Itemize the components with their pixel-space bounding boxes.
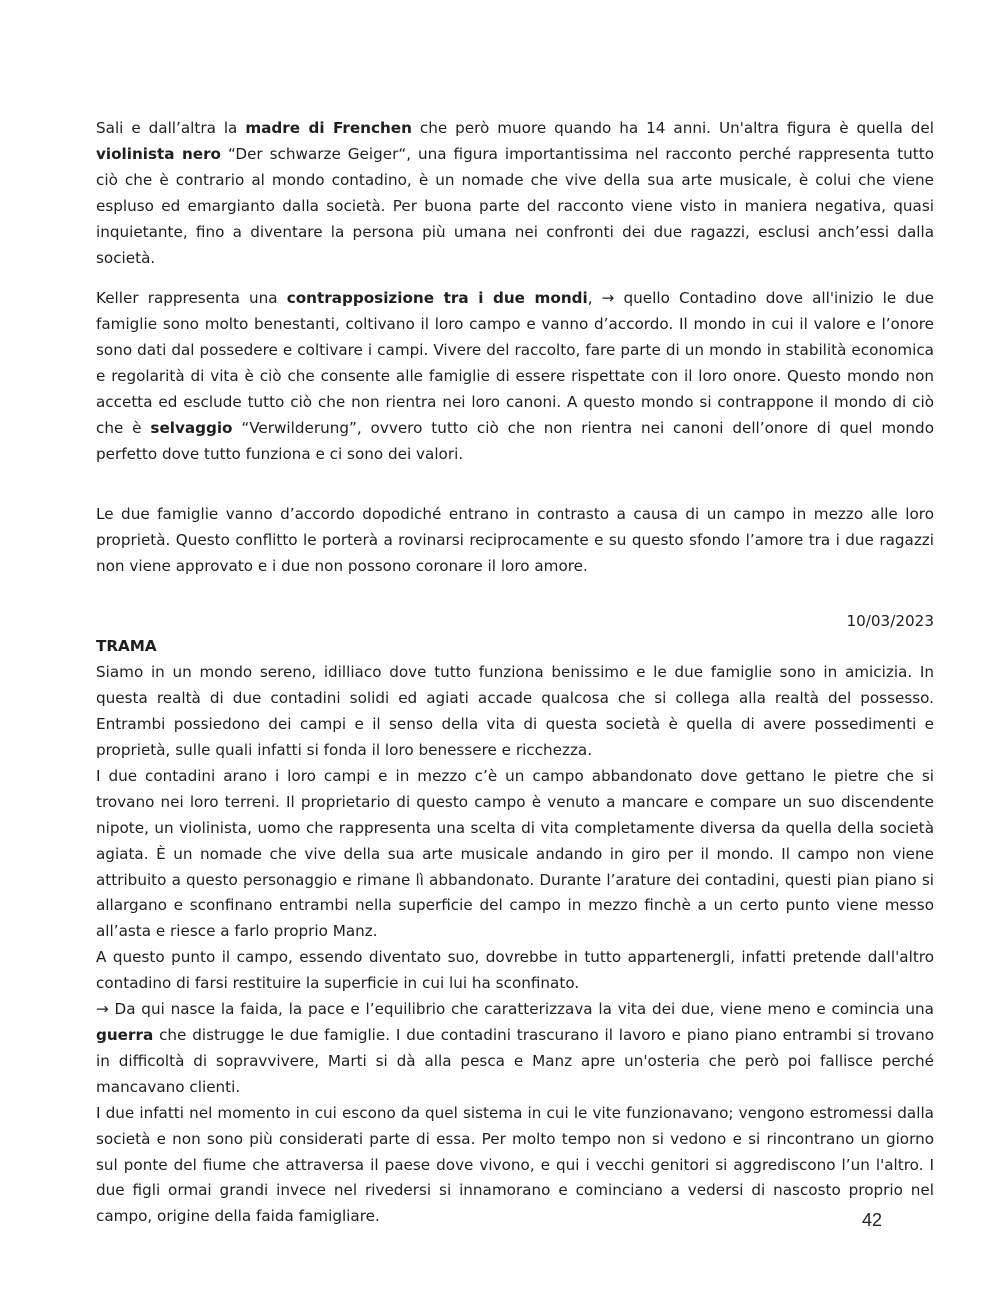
paragraph-characters (96, 116, 934, 271)
section-heading: TRAMA (96, 637, 157, 656)
text: , → quello Contadino dove all'inizio le due famiglie sono molto benestanti, coltivano il loro campo e vanno d’accordo. Il mondo in cui il valore e l’onore sono dati dal possedere e coltivare i campi. Vivere del raccolto, fare parte di un mondo in stabilità economica e regolarità di vita è ciò che consente alle famiglie di essere rispettate con il loro onore. Questo mondo non accetta ed esclude tutto ciò che non rientra nei loro canoni. A questo mondo si contrappone il mondo di ciò che è (96, 289, 934, 437)
text: Keller rappresenta una (96, 289, 287, 308)
text: “Verwilderung”, ovvero tutto ciò che non rientra nei canoni dell’onore di quel mondo perfetto dove tutto funziona e ci sono dei valori. (96, 418, 934, 463)
trama-paragraph-5: I due infatti nel momento in cui escono da quel sistema in cui le vite funzionavano; vengono estromessi dalla società e non sono più considerati parte di essa. Per molto tempo non si vedono e si rincontrano un giorno sul ponte del fiume che attraversa il paese dove vivono, e qui i vecchi genitori si aggrediscono l’un l'altro. I due figli ormai grandi invece nel rivedersi si innamorano e cominciano a vedersi di nascosto proprio nel campo, origine della faida famigliare. (96, 1103, 934, 1226)
document-page (96, 116, 934, 1230)
bold-term: selvaggio (150, 418, 233, 437)
text: che però muore quando ha 14 anni. Un'altra figura è quella del (411, 119, 934, 137)
text: che distrugge le due famiglie. I due contadini trascurano il lavoro e piano piano entrambi si trovano in difficoltà di sopravvivere, Marti si dà alla pesca e Manz apre un'osteria che però poi fallisce perché mancavano clienti. (96, 1026, 934, 1096)
trama-paragraph-3: A questo punto il campo, essendo diventato suo, dovrebbe in tutto appartenergli, infatti pretende dall'altro contadino di farsi restituire la superficie in cui lui ha sconfinato. (96, 948, 934, 993)
bold-term: guerra (96, 1026, 154, 1044)
page-number: 42 (861, 1210, 882, 1230)
trama-paragraph-2: I due contadini arano i loro campi e in mezzo c’è un campo abbandonato dove gettano le pietre che si trovano nei loro terreni. Il proprietario di questo campo è venuto a mancare e compare un suo discendente nipote, un violinista, uomo che rappresenta una scelta di vita completamente diversa da quella della società agiata. È un nomade che vive della sua arte musicale andando in giro per il mondo. Il campo non viene attribuito a questo personaggio e rimane lì abbandonato. Durante l’arature dei contadini, questi pian piano si allargano e sconfinano entrambi nella superficie del campo in mezzo finchè a un certo punto viene messo all’asta e riesce a farlo proprio Manz. (96, 766, 934, 941)
trama-paragraph-1: Siamo in un mondo sereno, idilliaco dove tutto funziona benissimo e le due famiglie sono in amicizia. In questa realtà di due contadini solidi ed agiati accade qualcosa che si collega alla realtà del possesso. Entrambi possiedono dei campi e il senso della vita di questa società è quella di avere possedimenti e proprietà, sulle quali infatti si fonda il loro benessere e ricchezza. (96, 663, 934, 760)
text: Sali e dall’altra la (96, 119, 246, 137)
bold-term: madre di Frenchen (245, 119, 412, 137)
lesson-date: 10/03/2023 (846, 611, 934, 630)
text: “Der schwarze Geiger“, una figura importantissima nel racconto perché rappresenta tutto ciò che è contrario al mondo contadino, è un nomade che vive della sua arte musicale, è colui che viene espluso ed emargianto dalla società. Per buona parte del racconto viene visto in maniera negativa, quasi inquietante, fino a diventare la persona più umana nei confronti dei due ragazzi, esclusi anch’essi dalla società. (96, 144, 934, 267)
bold-term: violinista nero (96, 144, 221, 163)
trama-paragraph-4 (96, 997, 934, 1101)
text: → Da qui nasce la faida, la pace e l’equilibrio che caratterizzava la vita dei due, viene meno e comincia una (96, 1000, 934, 1019)
paragraph-two-worlds (96, 286, 934, 467)
bold-term: contrapposizione tra i due mondi (286, 289, 588, 308)
paragraph-conflict: Le due famiglie vanno d’accordo dopodiché entrano in contrasto a causa di un campo in mezzo alle loro proprietà. Questo conflitto le porterà a rovinarsi reciprocamente e su questo sfondo l’amore tra i due ragazzi non viene approvato e i due non possono coronare il loro amore. (96, 504, 934, 575)
